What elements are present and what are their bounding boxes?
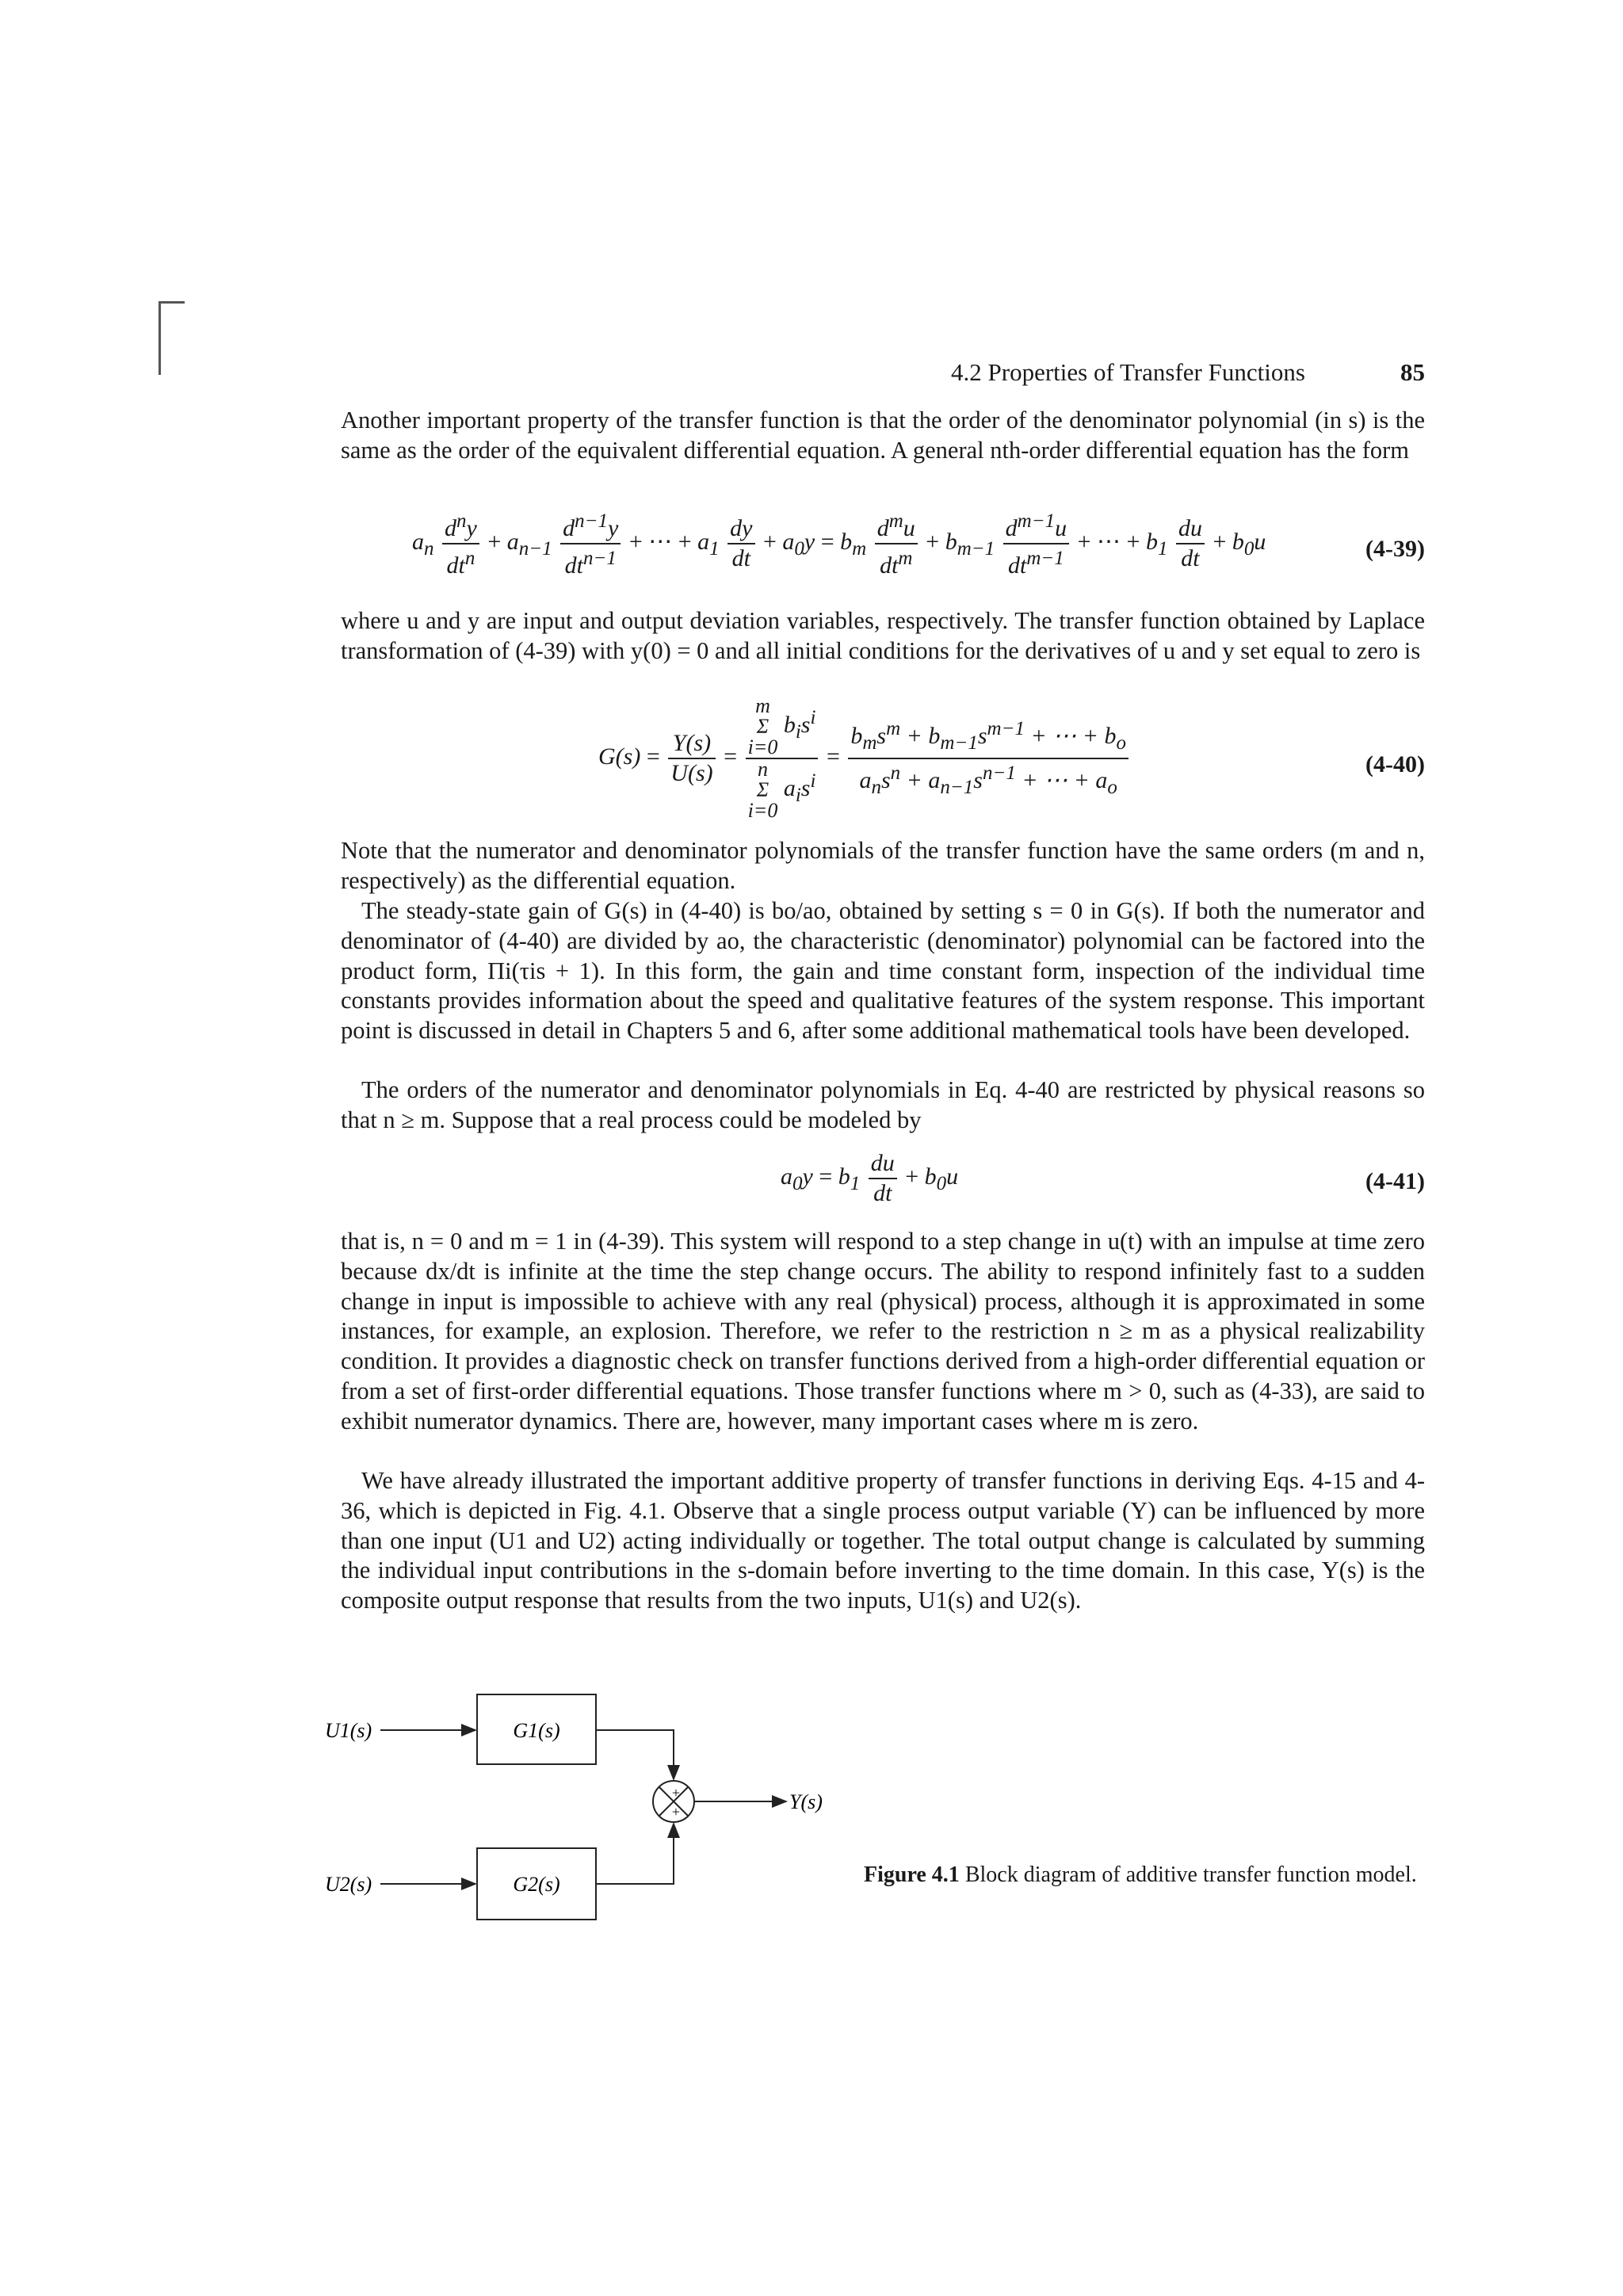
equation-4-41: $a_0y = b_1$ $\frac{du}{dt}$ + $b_0u$ [781,1150,959,1206]
section-title: 4.2 Properties of Transfer Functions [951,358,1305,386]
paragraph-6: that is, n = 0 and m = 1 in (4-39). This system will respond to a step change in u(t) with an impulse at time zero because dx/dt is infinite at the time the step change occurs. The ability to respond infinitely fast to a sudden change in input is impossible to achieve with any real (physical) process, although it is approximated in some instances, for example, an explosion. Therefore, we refer to the restriction n ≥ m as a physical realizability condition. It provides a diagnostic check on transfer functions derived from a high-order differential equation or from a set of first-order differential equations. Those transfer functions where m > 0, such as (4-33), are said to exhibit numerator dynamics. There are, however, many important cases where m is zero. [341,1228,1425,1435]
equation-4-39: $a_n$ $\frac{d^ny}{dt^n}$ + $a_{n-1}$ $\frac{d^{n-1}y}{dt^{n-1}}$ + ⋯ + $a_1$ $\frac{dy}{dt}$ + $a_0y = b_m$ $\frac{d^mu}{dt^m}$ + $b_{m-1}$ $\frac{d^{m-1}u}{dt^{m-1}}$ + ⋯ + $b_1$ $\frac{du}{dt}$ + $b_0u$ [412,507,1347,580]
connector-g1-to-sum [596,1730,674,1779]
sum-sign-bottom: + [671,1804,681,1820]
paragraph-1: Another important property of the transfer function is that the order of the denominator polynomial (in s) is the same as the order of the equivalent differential equation. A general nth-order differential equation has the form [341,407,1425,464]
equation-number-4-40: (4-40) [1365,751,1425,777]
running-header [951,358,1425,390]
figure-caption-text: Block diagram of additive transfer function model. [964,1862,1417,1887]
paragraph-5: The orders of the numerator and denominator polynomials in Eq. 4-40 are restricted by physical reasons so that n ≥ m. Suppose that a real process could be modeled by [341,1076,1425,1133]
paragraph-3: Note that the numerator and denominator polynomials of the transfer function have the same orders (m and n, respectively) as the differential equation. [341,837,1425,894]
block-diagram [301,1680,935,1950]
figure-caption-label: Figure 4.1 [864,1862,960,1887]
figure-caption [864,1861,1419,1889]
sum-sign-top: + [671,1785,681,1801]
block-g2-label: G2(s) [513,1873,560,1896]
page-number: 85 [1400,358,1425,386]
connector-g2-to-sum [596,1824,674,1884]
equation-number-4-41: (4-41) [1365,1168,1425,1194]
output-label-y: Y(s) [789,1790,823,1813]
crop-mark [158,301,185,375]
block-g1-label: G1(s) [513,1719,560,1742]
equation-4-40: G(s) = $\frac{Y(s)}{U(s)}$ = m Σ i=0 $b_is^i$ n Σ i=0 $a_is^i$ = $\frac{b_ms^m + b_{m-1}s^{m-1} + \cdots + b_o}{a_ns^n + a_{n-1}s^{n-1} + \cdots + a_o}$ [598,696,1312,821]
input-label-u1: U1(s) [325,1719,372,1742]
input-label-u2: U2(s) [325,1873,372,1896]
equation-number-4-39: (4-39) [1365,536,1425,562]
paragraph-4: The steady-state gain of G(s) in (4-40) is bo/ao, obtained by setting s = 0 in G(s). If both the numerator and denominator of (4-40) are divided by ao, the characteristic (denominator) polynomial can be factored into the product form, Πi(τis + 1). In this form, the gain and time constant form, inspection of the individual time constants provides information about the speed and qualitative features of the system response. This important point is discussed in detail in Chapters 5 and 6, after some additional mathematical tools have been developed. [341,897,1425,1045]
paragraph-2: where u and y are input and output deviation variables, respectively. The transfer function obtained by Laplace transformation of (4-39) with y(0) = 0 and all initial conditions for the derivatives of u and y set equal to zero is [341,607,1425,664]
paragraph-7: We have already illustrated the important additive property of transfer functions in deriving Eqs. 4-15 and 4-36, which is depicted in Fig. 4.1. Observe that a single process output variable (Y) can be influenced by more than one input (U1 and U2) acting individually or together. The total output change is calculated by summing the individual input contributions in the s-domain before inverting to the time domain. In this case, Y(s) is the composite output response that results from the two inputs, U1(s) and U2(s). [341,1467,1425,1614]
